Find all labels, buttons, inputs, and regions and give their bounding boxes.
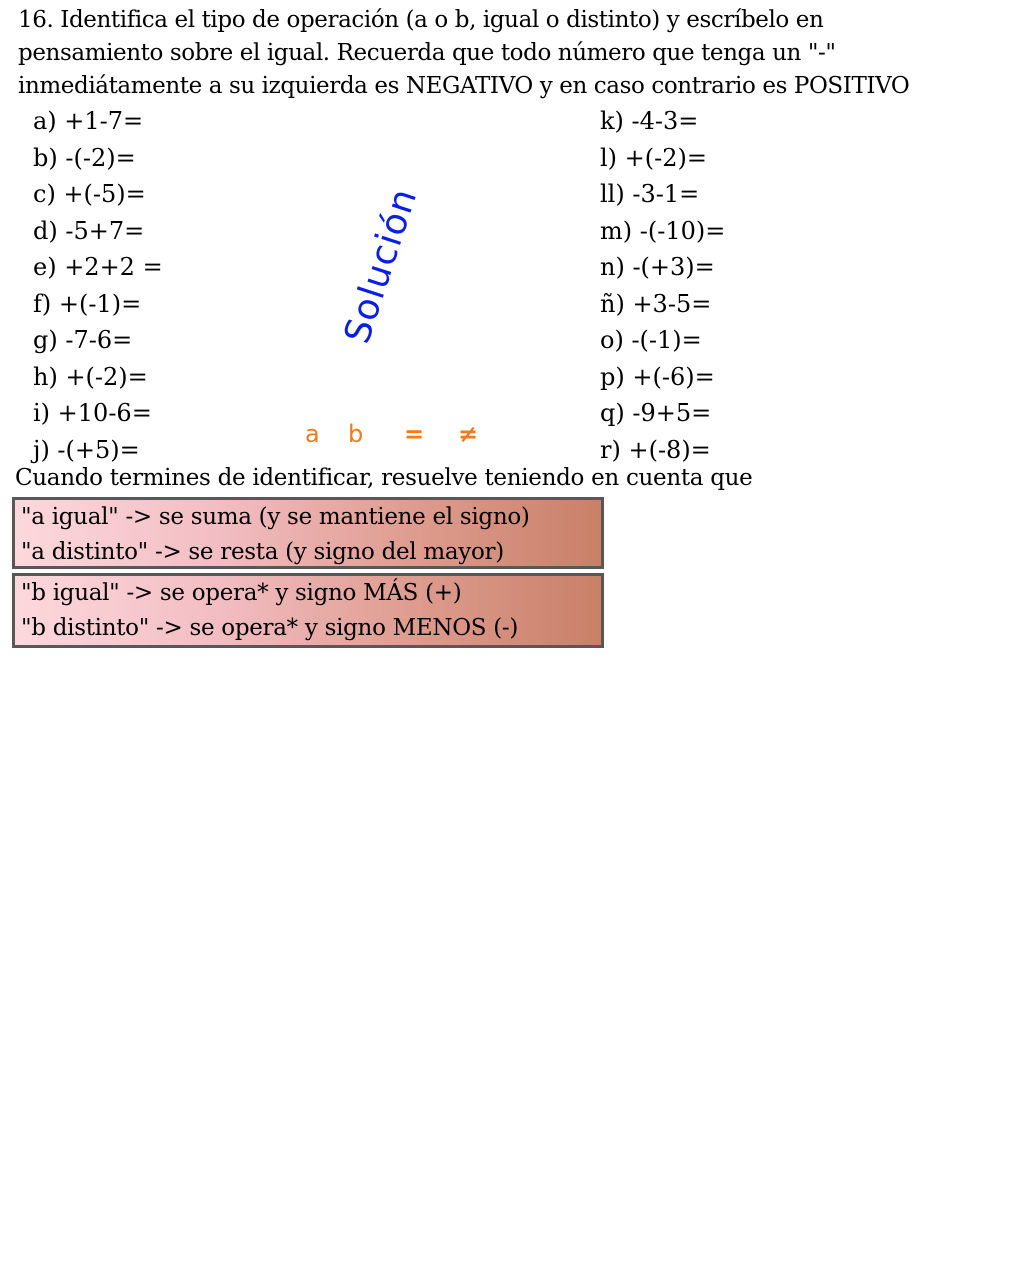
exercise-item: j) -(+5)= xyxy=(33,435,140,464)
tag-a[interactable]: a xyxy=(305,420,320,448)
exercise-item: r) +(-8)= xyxy=(600,435,711,464)
tag-b[interactable]: b xyxy=(348,420,364,448)
rule-a-igual: "a igual" -> se suma (y se mantiene el signo) xyxy=(21,504,530,530)
tag-equal[interactable]: = xyxy=(404,420,425,448)
instruction-line-1: 16. Identifica el tipo de operación (a o b, igual o distinto) y escríbelo en xyxy=(18,7,824,33)
exercise-list-left xyxy=(33,103,163,468)
resolve-instruction: Cuando termines de identificar, resuelve teniendo en cuenta que xyxy=(15,465,753,491)
exercise-item: i) +10-6= xyxy=(33,399,152,427)
instruction-line-3: inmediátamente a su izquierda es NEGATIVO y en caso contrario es POSITIVO xyxy=(18,73,910,99)
instruction-text xyxy=(18,4,1008,103)
rules-b-box xyxy=(12,573,604,648)
exercise-item: h) +(-2)= xyxy=(33,362,148,391)
tag-not-equal[interactable]: ≠ xyxy=(458,420,479,448)
exercise-item: m) -(-10)= xyxy=(600,216,726,245)
exercise-item: o) -(-1)= xyxy=(600,326,702,354)
exercise-item: a) +1-7= xyxy=(33,107,144,135)
solution-button[interactable]: Solución xyxy=(336,183,426,349)
exercise-item: f) +(-1)= xyxy=(33,289,142,318)
exercise-item: b) -(-2)= xyxy=(33,143,136,172)
exercise-item: n) -(+3)= xyxy=(600,253,715,281)
rules-a-box xyxy=(12,497,604,569)
exercise-item: k) -4-3= xyxy=(600,107,699,135)
exercise-item: c) +(-5)= xyxy=(33,180,146,208)
exercise-item: p) +(-6)= xyxy=(600,362,715,391)
rule-b-igual: "b igual" -> se opera* y signo MÁS (+) xyxy=(21,580,462,606)
exercise-item: ñ) +3-5= xyxy=(600,289,712,318)
instruction-line-2: pensamiento sobre el igual. Recuerda que todo número que tenga un "-" xyxy=(18,40,836,66)
exercise-item: e) +2+2 = xyxy=(33,253,163,281)
exercise-item: d) -5+7= xyxy=(33,216,145,245)
exercise-item: ll) -3-1= xyxy=(600,180,700,208)
exercise-item: q) -9+5= xyxy=(600,399,712,427)
exercise-item: l) +(-2)= xyxy=(600,143,707,172)
rule-b-distinto: "b distinto" -> se opera* y signo MENOS (-) xyxy=(21,615,519,641)
exercise-list-right xyxy=(600,103,725,468)
rule-a-distinto: "a distinto" -> se resta (y signo del mayor) xyxy=(21,539,504,565)
exercise-item: g) -7-6= xyxy=(33,326,133,354)
